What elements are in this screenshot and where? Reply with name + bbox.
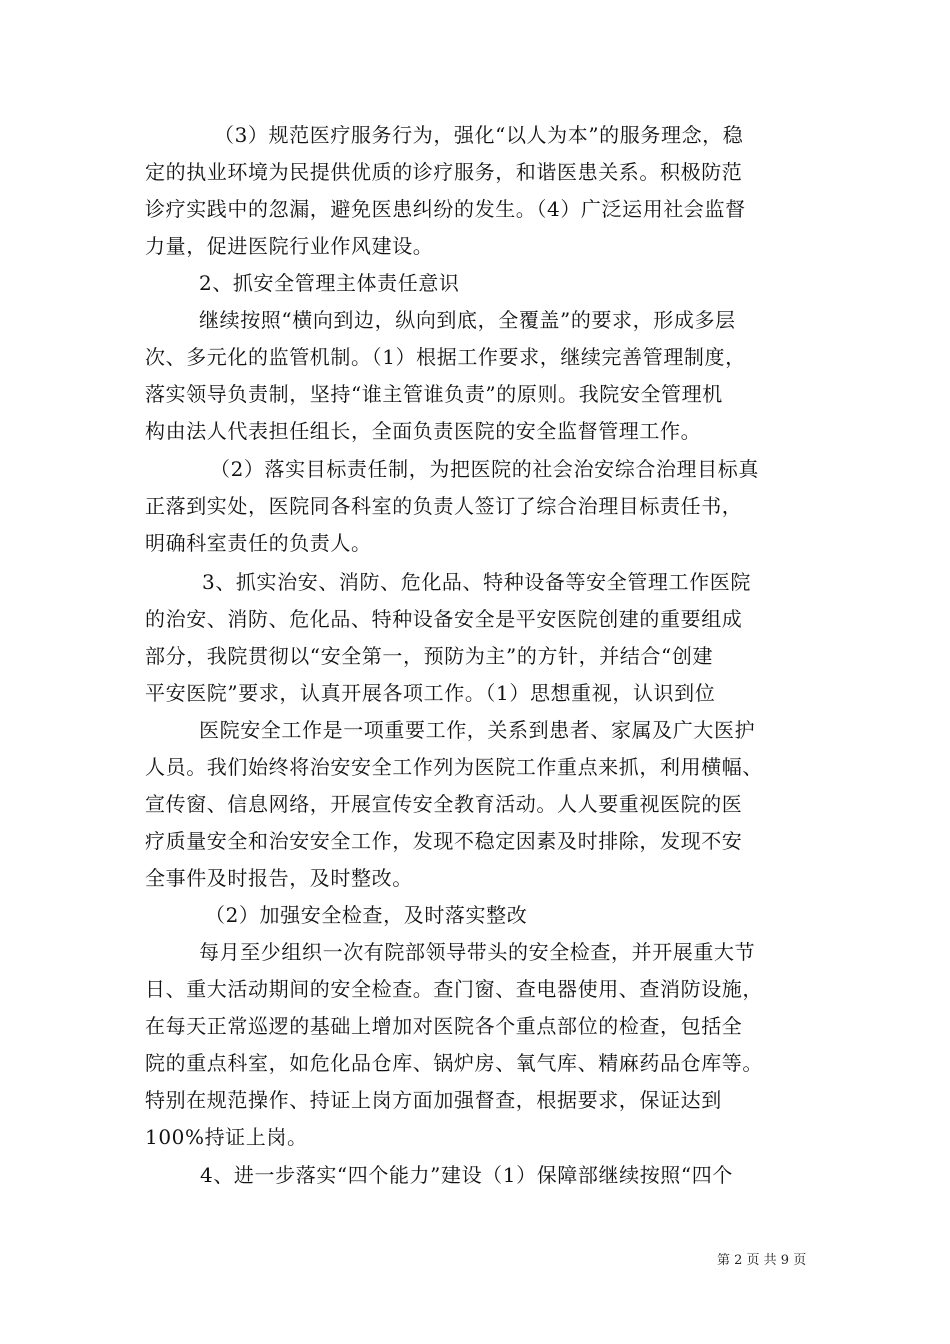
section-heading: 4、进一步落实“四个能力”建设（1）保障部继续按照“四个 bbox=[200, 1163, 733, 1187]
text-line: 宣传窗、信息网络，开展宣传安全教育活动。人人要重视医院的医 bbox=[145, 792, 743, 816]
text-line: 全事件及时报告，及时整改。 bbox=[145, 866, 413, 890]
page-number-footer: 第 2 页 共 9 页 bbox=[717, 1253, 807, 1268]
text-line: （2）落实目标责任制，为把医院的社会治安综合治理目标真 bbox=[210, 457, 759, 481]
section-heading: 2、抓安全管理主体责任意识 bbox=[199, 271, 460, 295]
text-line: 落实领导负责制，坚持“谁主管谁负责”的原则。我院安全管理机 bbox=[145, 382, 723, 406]
section-heading: 3、抓实治安、消防、危化品、特种设备等安全管理工作医院 bbox=[202, 570, 751, 594]
text-line: 院的重点科室，如危化品仓库、锅炉房、氧气库、精麻药品仓库等。 bbox=[145, 1051, 763, 1075]
text-line: 每月至少组织一次有院部领导带头的安全检查，并开展重大节 bbox=[199, 940, 756, 964]
text-line: 诊疗实践中的忽漏，避免医患纠纷的发生。（4）广泛运用社会监督 bbox=[145, 197, 746, 221]
text-line: 正落到实处，医院同各科室的负责人签订了综合治理目标责任书， bbox=[145, 494, 743, 518]
text-line: 的治安、消防、危化品、特种设备安全是平安医院创建的重要组成 bbox=[145, 607, 743, 631]
text-line: 医院安全工作是一项重要工作，关系到患者、家属及广大医护 bbox=[199, 718, 756, 742]
text-line: 特别在规范操作、持证上岗方面加强督查，根据要求，保证达到 bbox=[145, 1088, 722, 1112]
text-line: 疗质量安全和治安安全工作，发现不稳定因素及时排除，发现不安 bbox=[145, 829, 743, 853]
text-line: 构由法人代表担任组长，全面负责医院的安全监督管理工作。 bbox=[145, 419, 702, 443]
text-line: 100%持证上岗。 bbox=[145, 1125, 308, 1149]
text-line: 明确科室责任的负责人。 bbox=[145, 531, 372, 555]
text-line: 定的执业环境为民提供优质的诊疗服务，和谐医患关系。积极防范 bbox=[145, 160, 743, 184]
text-line: 在每天正常巡逻的基础上增加对医院各个重点部位的检查，包括全 bbox=[145, 1014, 743, 1038]
text-line: 力量，促进医院行业作风建设。 bbox=[145, 234, 434, 258]
text-line: 日、重大活动期间的安全检查。查门窗、查电器使用、查消防设施， bbox=[145, 977, 763, 1001]
text-line: （3）规范医疗服务行为，强化“以人为本”的服务理念，稳 bbox=[214, 123, 744, 147]
text-line: 继续按照“横向到边，纵向到底，全覆盖”的要求，形成多层 bbox=[199, 308, 736, 332]
text-line: 次、多元化的监管机制。（1）根据工作要求，继续完善管理制度， bbox=[145, 345, 746, 369]
text-line: 平安医院”要求，认真开展各项工作。（1）思想重视，认识到位 bbox=[145, 681, 716, 705]
text-line: 部分，我院贯彻以“安全第一，预防为主”的方针，并结合“创建 bbox=[145, 644, 714, 668]
section-heading: （2）加强安全检查，及时落实整改 bbox=[205, 903, 528, 927]
text-line: 人员。我们始终将治安安全工作列为医院工作重点来抓，利用横幅、 bbox=[145, 755, 763, 779]
